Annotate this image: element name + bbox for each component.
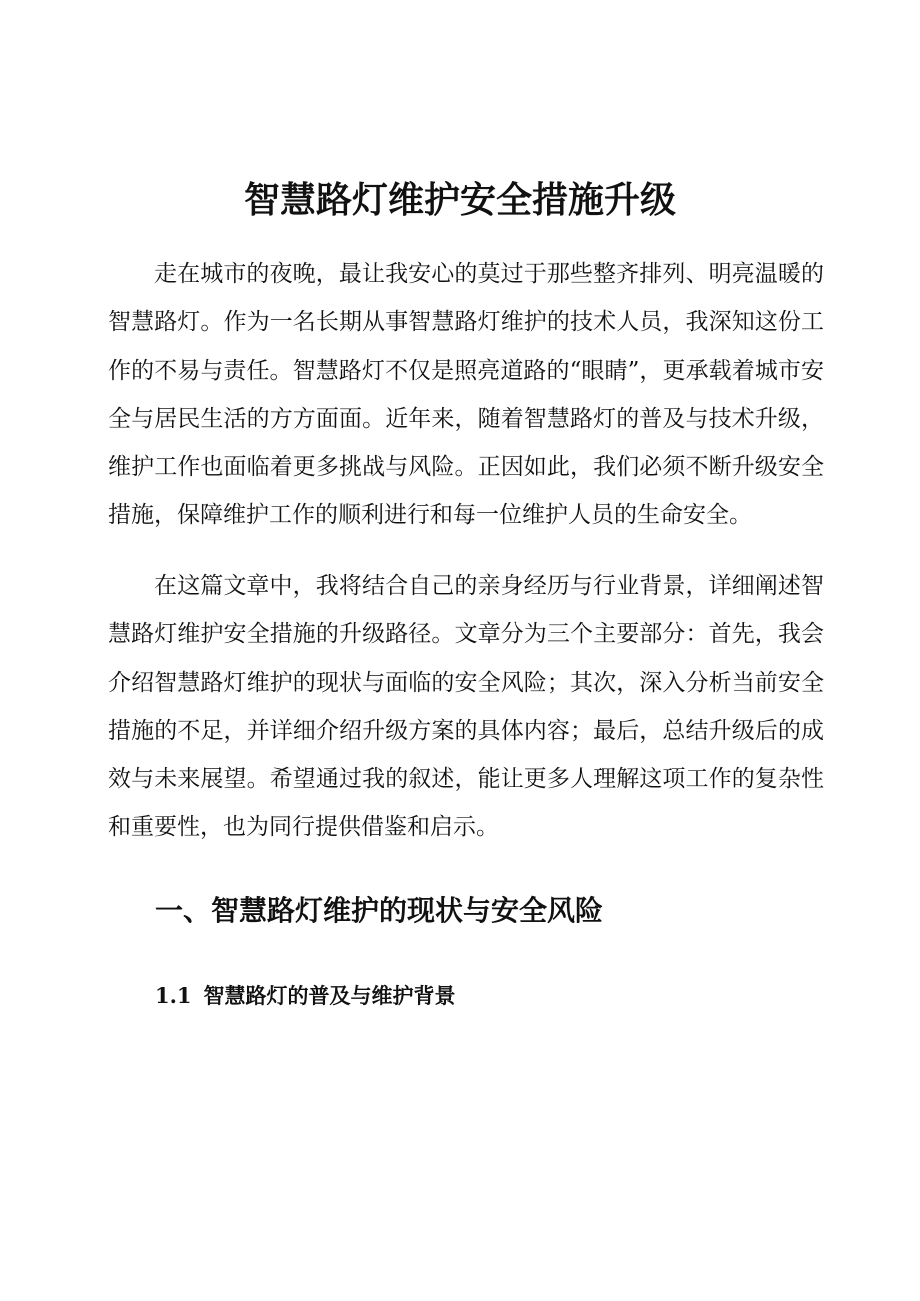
- subsection-number: 1.1: [155, 983, 192, 1008]
- subsection-title: 智慧路灯的普及与维护背景: [203, 984, 456, 1008]
- intro-paragraph: 走在城市的夜晚，最让我安心的莫过于那些整齐排列、明亮温暖的智慧路灯。作为一名长期从事智慧路灯维护的技术人员，我深知这份工作的不易与责任。智慧路灯不仅是照亮道路的“眼睛”，更承载着城市安全与居民生活的方方面面。近年来，随着智慧路灯的普及与技术升级，维护工作也面临着更多挑战与风险。正因如此，我们必须不断升级安全措施，保障维护工作的顺利进行和每一位维护人员的生命安全。: [108, 261, 824, 529]
- overview-paragraph: 在这篇文章中，我将结合自己的亲身经历与行业背景，详细阐述智慧路灯维护安全措施的升级路径。文章分为三个主要部分：首先，我会介绍智慧路灯维护的现状与面临的安全风险；其次，深入分析当前安全措施的不足，并详细介绍升级方案的具体内容；最后，总结升级后的成效与未来展望。希望通过我的叙述，能让更多人理解这项工作的复杂性和重要性，也为同行提供借鉴和启示。: [108, 573, 824, 841]
- section-heading: 一、智慧路灯维护的现状与安全风险: [155, 894, 604, 927]
- document-title: 智慧路灯维护安全措施升级: [243, 180, 676, 221]
- subsection-heading: [155, 978, 456, 1014]
